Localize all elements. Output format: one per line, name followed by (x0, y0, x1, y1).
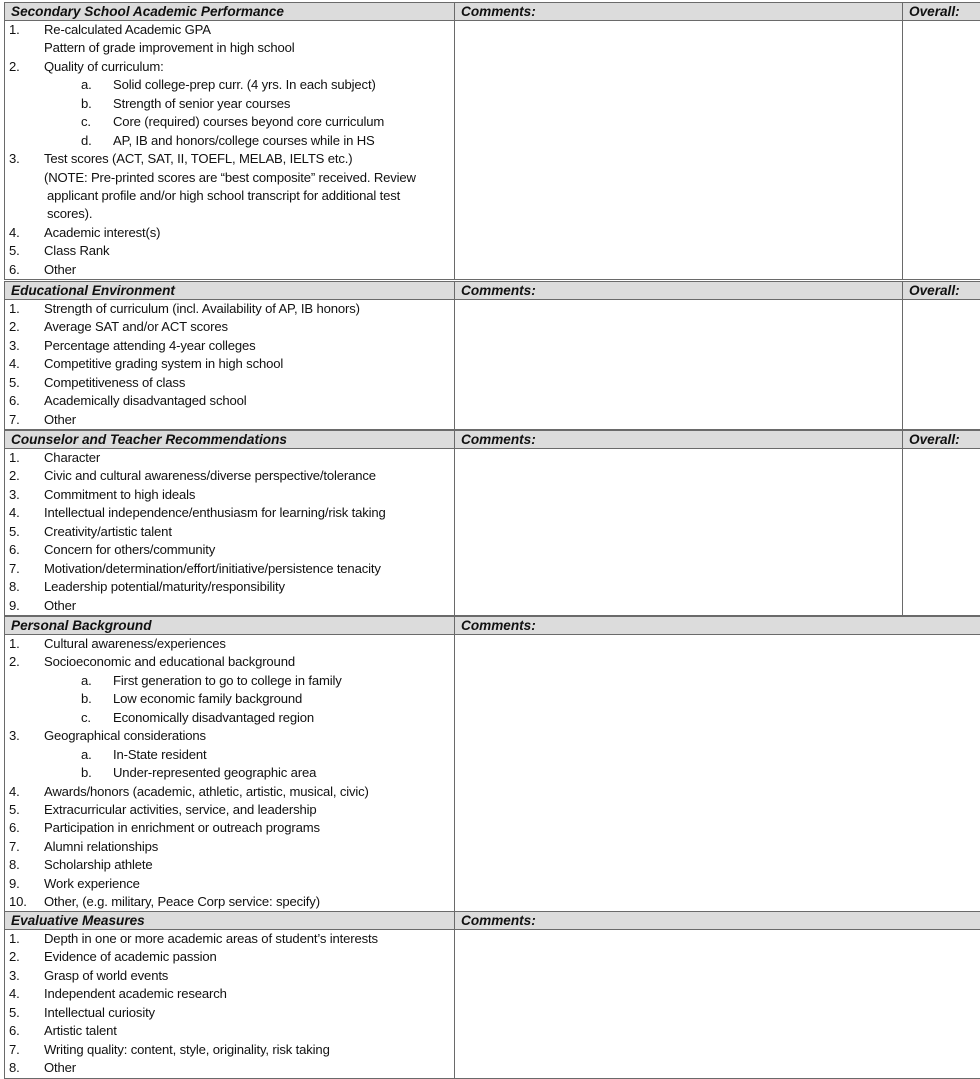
item-number: 2. (9, 58, 20, 76)
criterion-item (5, 1004, 454, 1022)
item-number: 7. (9, 411, 20, 429)
item-text: Test scores (ACT, SAT, II, TOEFL, MELAB, IELTS etc.) (44, 150, 352, 168)
item-text: Class Rank (44, 242, 109, 260)
item-text: Quality of curriculum: (44, 58, 164, 76)
criterion-item (5, 819, 454, 837)
criterion-item (5, 985, 454, 1003)
criterion-item (5, 856, 454, 874)
item-number: 2. (9, 318, 20, 336)
item-text: Solid college-prep curr. (4 yrs. In each subject) (113, 76, 376, 94)
item-number: 8. (9, 856, 20, 874)
item-number: 10. (9, 893, 27, 911)
item-text: Intellectual curiosity (44, 1004, 155, 1022)
section-title: Evaluative Measures (5, 912, 454, 929)
item-number: 1. (9, 21, 20, 39)
item-number: 1. (9, 930, 20, 948)
item-text: Competitive grading system in high school (44, 355, 283, 373)
section-title: Educational Environment (5, 282, 454, 299)
item-text: In-State resident (113, 746, 207, 764)
item-text: Extracurricular activities, service, and leadership (44, 801, 317, 819)
item-number: 5. (9, 242, 20, 260)
item-number: 6. (9, 261, 20, 279)
criteria-list (5, 635, 455, 913)
section-title: Counselor and Teacher Recommendations (5, 431, 454, 448)
item-number: 3. (9, 967, 20, 985)
item-text: Alumni relationships (44, 838, 158, 856)
item-number: 5. (9, 523, 20, 541)
item-number: 9. (9, 875, 20, 893)
item-text: Core (required) courses beyond core curriculum (113, 113, 384, 131)
item-text: Character (44, 449, 100, 467)
item-number: a. (81, 746, 92, 764)
item-text: Competitiveness of class (44, 374, 185, 392)
comments-label: Comments: (455, 431, 902, 448)
overall-label: Overall: (903, 3, 980, 20)
criterion-item (5, 523, 454, 541)
item-number: c. (81, 709, 91, 727)
item-text: Strength of senior year courses (113, 95, 290, 113)
item-text: Depth in one or more academic areas of student’s interests (44, 930, 378, 948)
item-text: Academically disadvantaged school (44, 392, 247, 410)
item-text: Independent academic research (44, 985, 227, 1003)
criterion-item (5, 504, 454, 522)
item-text: AP, IB and honors/college courses while in HS (113, 132, 375, 150)
criterion-item (5, 486, 454, 504)
sub-criterion-item (5, 95, 454, 113)
section-title: Personal Background (5, 617, 454, 634)
criterion-item (5, 1022, 454, 1040)
item-number: 3. (9, 727, 20, 745)
item-number: 3. (9, 150, 20, 168)
overall-label: Overall: (903, 431, 980, 448)
item-number: b. (81, 764, 92, 782)
item-number: 3. (9, 486, 20, 504)
item-text: Other (44, 411, 76, 429)
criteria-list (5, 930, 455, 1079)
criterion-item (5, 337, 454, 355)
criterion-item (5, 653, 454, 671)
item-text: Intellectual independence/enthusiasm for learning/risk taking (44, 504, 386, 522)
item-text: Geographical considerations (44, 727, 206, 745)
item-number: 3. (9, 337, 20, 355)
section-title: Secondary School Academic Performance (5, 3, 454, 20)
overall-label: Overall: (903, 282, 980, 299)
item-text: Cultural awareness/experiences (44, 635, 226, 653)
item-number: 7. (9, 838, 20, 856)
overall-field[interactable] (903, 300, 980, 430)
criterion-item (5, 838, 454, 856)
overall-field[interactable] (903, 449, 980, 616)
item-text: Re-calculated Academic GPA (44, 21, 211, 39)
item-text: Academic interest(s) (44, 224, 160, 242)
item-number: 6. (9, 541, 20, 559)
item-number: d. (81, 132, 92, 150)
item-number: 5. (9, 374, 20, 392)
item-number: 7. (9, 560, 20, 578)
section-educational-environment (4, 281, 980, 430)
criterion-item (5, 875, 454, 893)
item-number: 4. (9, 504, 20, 522)
item-number: 5. (9, 1004, 20, 1022)
item-text: Concern for others/community (44, 541, 215, 559)
criterion-item (5, 374, 454, 392)
criterion-item (5, 355, 454, 373)
criterion-item (5, 39, 454, 57)
criterion-item (5, 21, 454, 39)
criterion-item (5, 967, 454, 985)
item-text: Awards/honors (academic, athletic, artistic, musical, civic) (44, 783, 369, 801)
sub-criterion-item (5, 672, 454, 690)
sub-criterion-item (5, 132, 454, 150)
section-personal-background (4, 616, 980, 913)
item-number: b. (81, 690, 92, 708)
item-number: a. (81, 76, 92, 94)
item-number: 6. (9, 392, 20, 410)
criterion-item (5, 893, 454, 911)
item-text: (NOTE: Pre-printed scores are “best composite” received. Review (44, 169, 416, 187)
criterion-item (5, 635, 454, 653)
item-text: Socioeconomic and educational background (44, 653, 295, 671)
sub-criterion-item (5, 764, 454, 782)
criterion-item (5, 1059, 454, 1077)
comments-field[interactable] (455, 635, 980, 913)
item-number: 2. (9, 948, 20, 966)
item-number: c. (81, 113, 91, 131)
item-text: Economically disadvantaged region (113, 709, 314, 727)
criterion-item (5, 801, 454, 819)
item-text: Participation in enrichment or outreach programs (44, 819, 320, 837)
criterion-item (5, 560, 454, 578)
item-number: 4. (9, 224, 20, 242)
section-evaluative-measures (4, 911, 980, 1079)
item-number: 4. (9, 985, 20, 1003)
item-text: Other (44, 1059, 76, 1077)
section-counselor-and-teacher-recommendations (4, 430, 980, 616)
criterion-item (5, 261, 454, 279)
item-text: Leadership potential/maturity/responsibility (44, 578, 285, 596)
item-number: 2. (9, 653, 20, 671)
comments-field[interactable] (455, 930, 980, 1079)
item-number: b. (81, 95, 92, 113)
criterion-item (5, 948, 454, 966)
item-number: 4. (9, 783, 20, 801)
sub-criterion-item (5, 690, 454, 708)
criterion-item (5, 242, 454, 260)
sub-criterion-item (5, 746, 454, 764)
item-text: Pattern of grade improvement in high school (44, 39, 294, 57)
item-number: 1. (9, 635, 20, 653)
criterion-item (5, 449, 454, 467)
item-text: Low economic family background (113, 690, 302, 708)
criterion-item (5, 930, 454, 948)
criterion-item (5, 318, 454, 336)
item-text: Under-represented geographic area (113, 764, 316, 782)
item-text: Strength of curriculum (incl. Availability of AP, IB honors) (44, 300, 360, 318)
section-secondary-school-academic-performance (4, 2, 980, 280)
item-text: Grasp of world events (44, 967, 168, 985)
criteria-list (5, 300, 455, 430)
item-number: 8. (9, 1059, 20, 1077)
sub-criterion-item (5, 709, 454, 727)
comments-label: Comments: (455, 617, 980, 634)
item-number: 7. (9, 1041, 20, 1059)
comments-field[interactable] (455, 21, 903, 280)
criterion-item (5, 150, 454, 168)
criteria-list (5, 449, 455, 616)
item-number: a. (81, 672, 92, 690)
criterion-item (5, 224, 454, 242)
criterion-item (5, 578, 454, 596)
item-text: Motivation/determination/effort/initiative/persistence tenacity (44, 560, 381, 578)
criterion-item (5, 541, 454, 559)
item-number: 2. (9, 467, 20, 485)
sub-criterion-item (5, 76, 454, 94)
criterion-item (5, 169, 454, 187)
criterion-item (5, 205, 454, 223)
item-text: Average SAT and/or ACT scores (44, 318, 228, 336)
item-text: First generation to go to college in family (113, 672, 342, 690)
criteria-list (5, 21, 455, 280)
item-text: Artistic talent (44, 1022, 117, 1040)
item-text: Other (44, 261, 76, 279)
overall-field[interactable] (903, 21, 980, 280)
sub-criterion-item (5, 113, 454, 131)
item-number: 4. (9, 355, 20, 373)
item-text: Commitment to high ideals (44, 486, 195, 504)
item-text: Civic and cultural awareness/diverse perspective/tolerance (44, 467, 376, 485)
item-text: applicant profile and/or high school transcript for additional test (47, 187, 400, 205)
item-text: Work experience (44, 875, 140, 893)
item-text: Scholarship athlete (44, 856, 153, 874)
criterion-item (5, 467, 454, 485)
item-text: Writing quality: content, style, originality, risk taking (44, 1041, 330, 1059)
item-number: 6. (9, 1022, 20, 1040)
item-text: Creativity/artistic talent (44, 523, 172, 541)
comments-field[interactable] (455, 300, 903, 430)
item-number: 5. (9, 801, 20, 819)
item-number: 8. (9, 578, 20, 596)
item-number: 9. (9, 597, 20, 615)
criterion-item (5, 58, 454, 76)
criterion-item (5, 300, 454, 318)
item-text: Other, (e.g. military, Peace Corp service: specify) (44, 893, 320, 911)
item-text: Percentage attending 4-year colleges (44, 337, 256, 355)
item-text: scores). (47, 205, 92, 223)
criterion-item (5, 187, 454, 205)
comments-label: Comments: (455, 3, 902, 20)
item-text: Other (44, 597, 76, 615)
criterion-item (5, 411, 454, 429)
criterion-item (5, 597, 454, 615)
criterion-item (5, 783, 454, 801)
comments-label: Comments: (455, 912, 980, 929)
criterion-item (5, 1041, 454, 1059)
item-number: 6. (9, 819, 20, 837)
item-text: Evidence of academic passion (44, 948, 217, 966)
criterion-item (5, 727, 454, 745)
item-number: 1. (9, 300, 20, 318)
criterion-item (5, 392, 454, 410)
comments-field[interactable] (455, 449, 903, 616)
comments-label: Comments: (455, 282, 902, 299)
item-number: 1. (9, 449, 20, 467)
